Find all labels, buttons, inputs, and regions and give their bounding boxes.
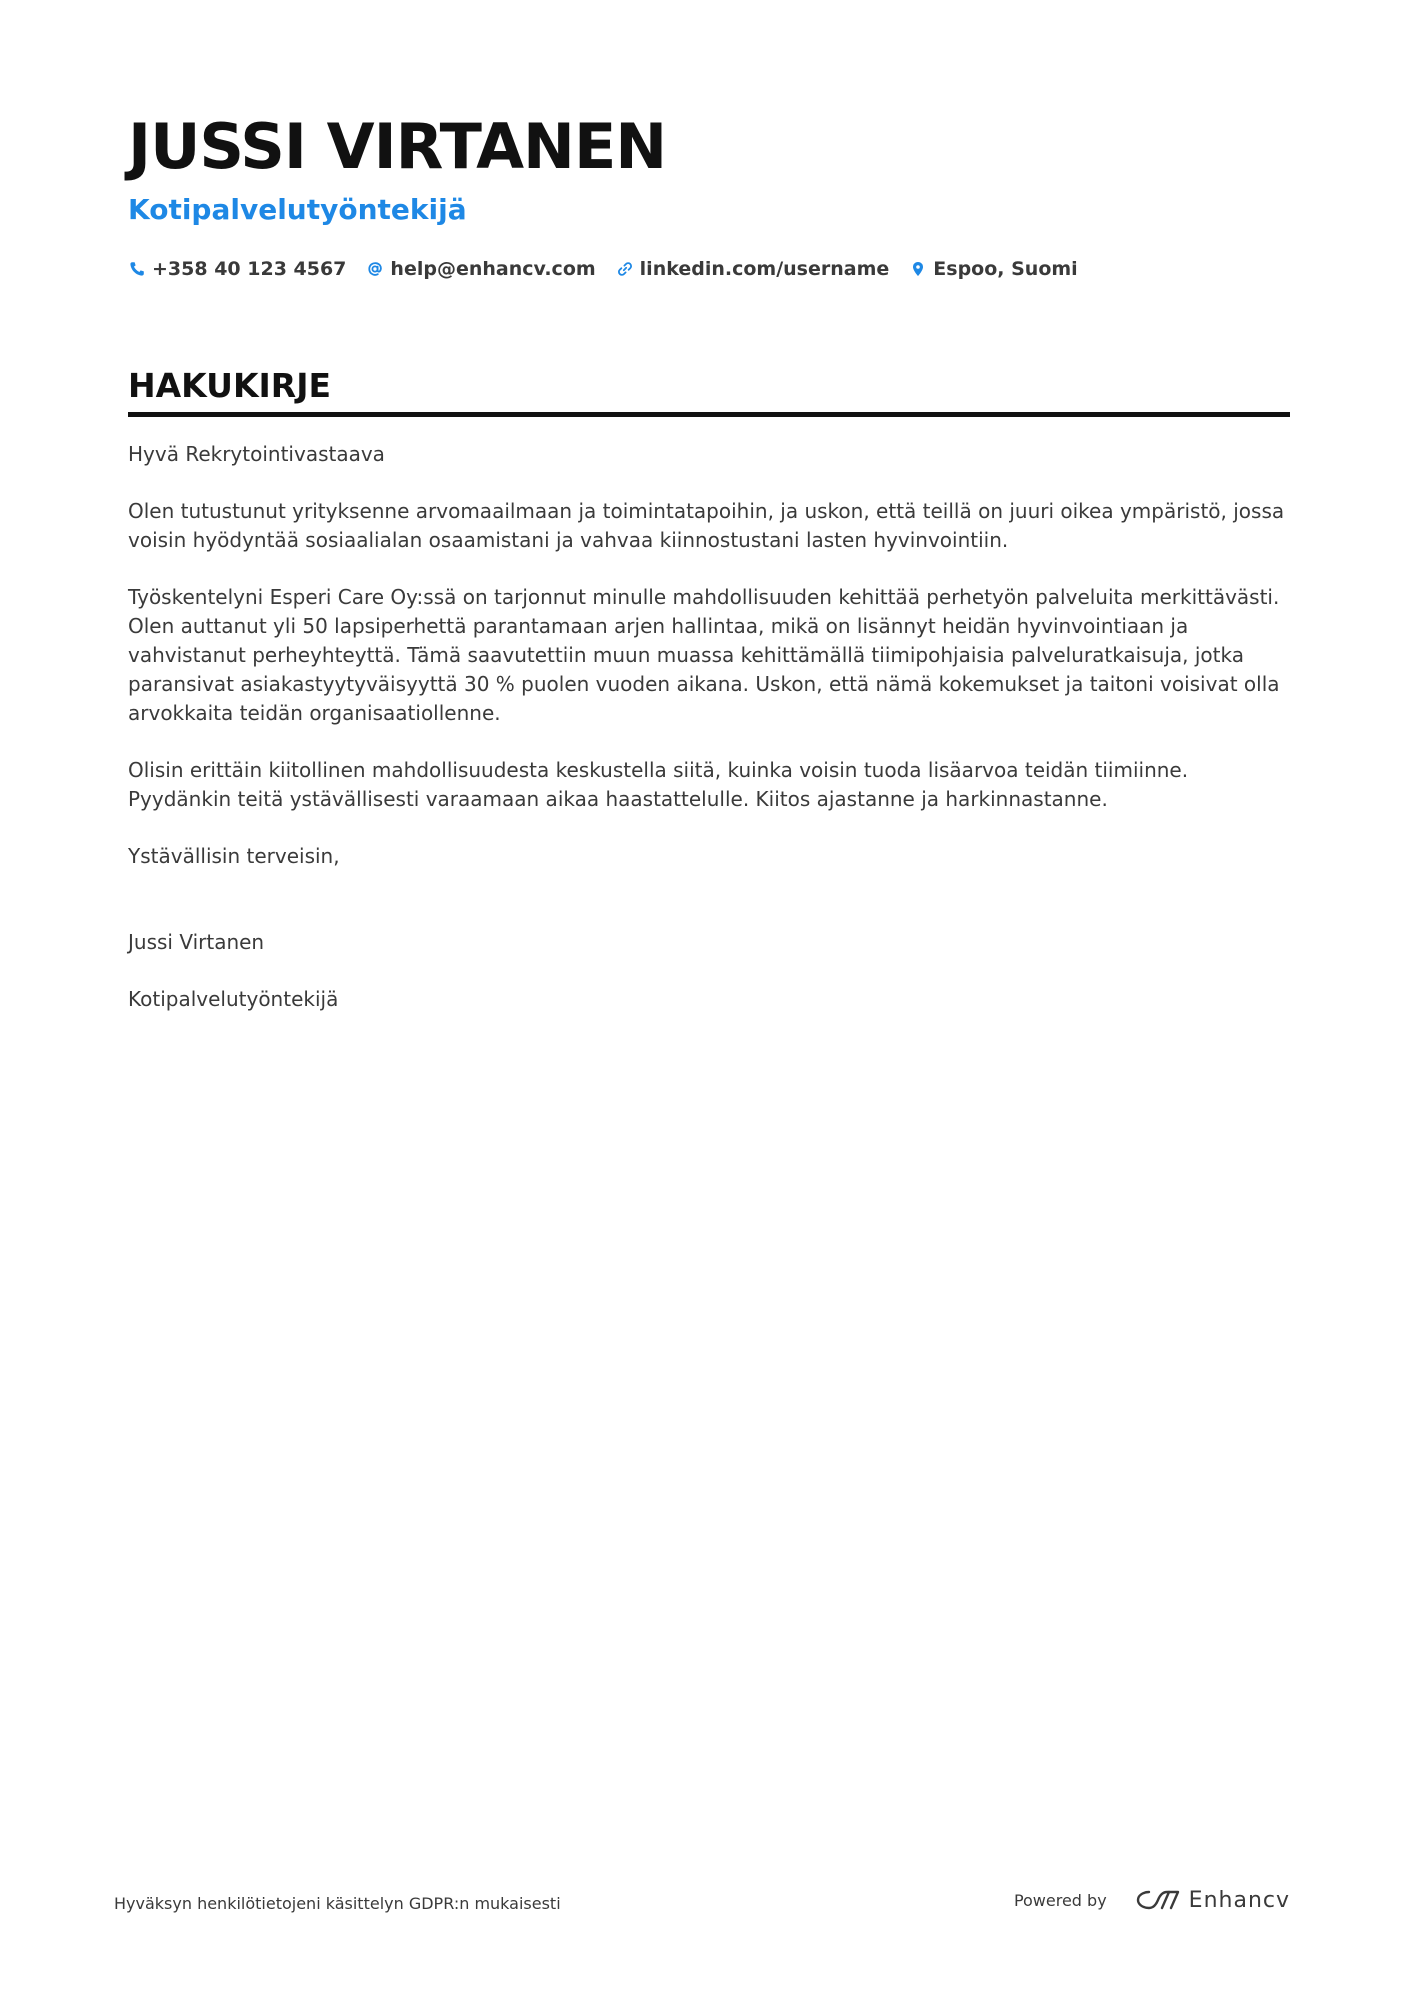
contact-location-text: Espoo, Suomi (933, 258, 1078, 280)
at-icon (366, 260, 384, 278)
letter-body (128, 440, 1290, 1042)
contact-email[interactable] (366, 258, 595, 280)
contact-location (909, 258, 1077, 280)
letter-greeting: Hyvä Rekrytointivastaava (128, 442, 385, 466)
contact-phone (128, 258, 346, 280)
letter-closing: Ystävällisin terveisin, (128, 844, 340, 868)
gdpr-consent-text: Hyväksyn henkilötietojeni käsittelyn GDPR:n mukaisesti (114, 1894, 561, 1913)
contact-linkedin[interactable] (616, 258, 890, 280)
header (128, 108, 1288, 284)
applicant-name: JUSSI VIRTANEN (128, 110, 667, 183)
powered-by-label: Powered by (1013, 1890, 1107, 1910)
letter-paragraph: Olisin erittäin kiitollinen mahdollisuudesta keskustella siitä, kuinka voisin tuoda lisäarvoa teidän tiimiinne. Pyydänkin teitä ystävällisesti varaamaan aikaa haastattelulle. Kiitos ajastanne ja harkinnastanne. (128, 758, 1189, 811)
brand-name: Enhancv (1188, 1887, 1290, 1913)
contact-email-text: help@enhancv.com (390, 258, 596, 280)
phone-icon (128, 260, 146, 278)
link-icon (616, 260, 634, 278)
section-title: HAKUKIRJE (128, 364, 1290, 417)
applicant-role: Kotipalvelutyöntekijä (128, 193, 467, 226)
contact-linkedin-text: linkedin.com/username (639, 258, 890, 280)
letter-paragraph: Työskentelyni Esperi Care Oy:ssä on tarjonnut minulle mahdollisuuden kehittää perhetyön palveluita merkittävästi. Olen auttanut yli 50 lapsiperhettä parantamaan arjen hallintaa, mikä on lisännyt heidän hyvinvointiaan ja vahvistanut perheyhteyttä. Tämä saavutettiin muun muassa kehittämällä tiimipohjaisia palveluratkaisuja, jotka paransivat asiakastyytyväisyyttä 30 % puolen vuoden aikana. Uskon, että nämä kokemukset ja taitoni voisivat olla arvokkaita teidän organisaatiollenne. (128, 585, 1280, 725)
contact-phone-text: +358 40 123 4567 (152, 258, 347, 280)
contact-list (128, 254, 1288, 284)
signature-name: Jussi Virtanen (128, 930, 265, 954)
powered-by[interactable] (1014, 1880, 1290, 1920)
enhancv-mark-icon (1135, 1888, 1181, 1912)
signature-role: Kotipalvelutyöntekijä (128, 987, 339, 1011)
enhancv-logo (1135, 1888, 1290, 1913)
location-pin-icon (909, 260, 927, 278)
letter-paragraph: Olen tutustunut yrityksenne arvomaailmaan ja toimintatapoihin, ja uskon, että teillä on juuri oikea ympäristö, jossa voisin hyödyntää sosiaalialan osaamistani ja vahvaa kiinnostustani lasten hyvinvointiin. (128, 499, 1285, 552)
